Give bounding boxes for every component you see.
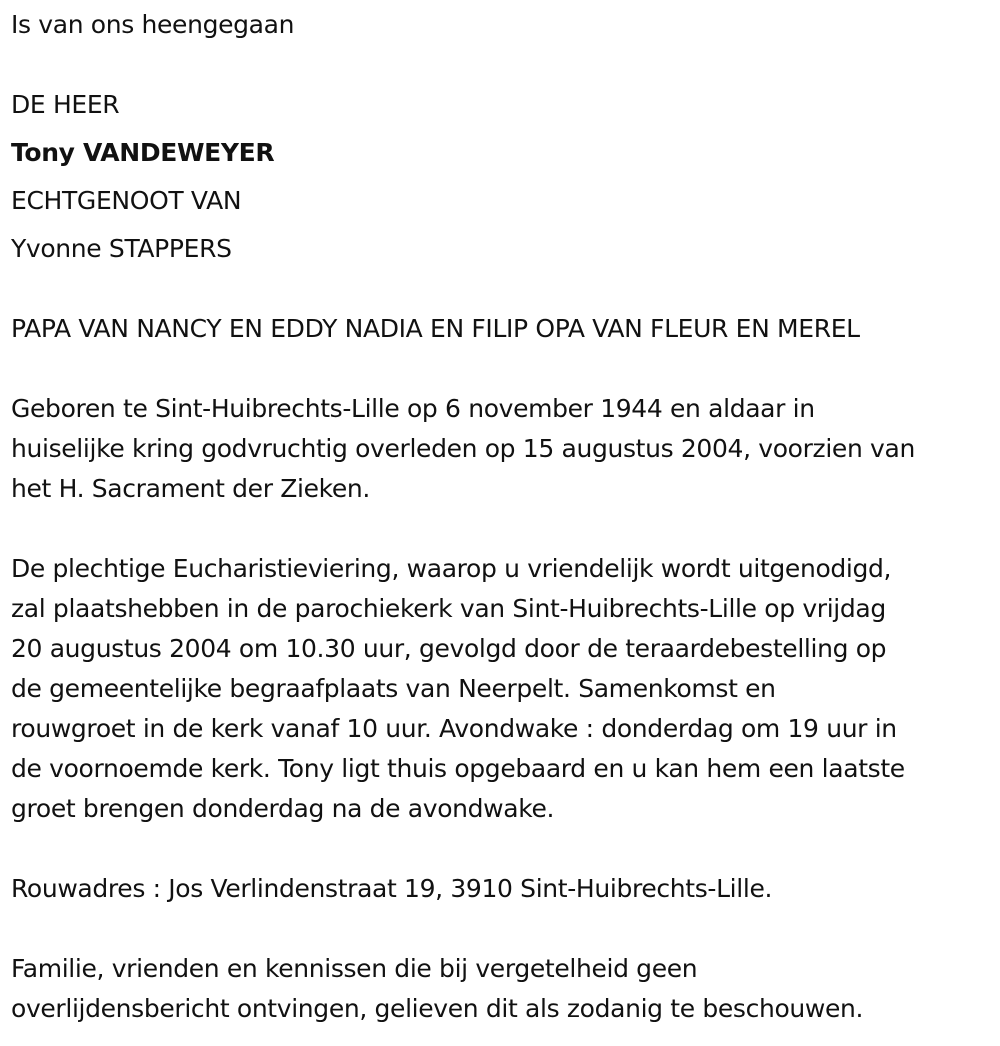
paragraph-line: het H. Sacrament der Zieken.: [11, 474, 370, 503]
intro-text: Is van ons heengegaan: [11, 10, 295, 39]
paragraph-line: de gemeentelijke begraafplaats van Neerpelt. Samenkomst en: [11, 674, 776, 703]
paragraph-line: groet brengen donderdag na de avondwake.: [11, 794, 555, 823]
paragraph-line: zal plaatshebben in de parochiekerk van Sint-Huibrechts-Lille op vrijdag: [11, 594, 886, 623]
closing-paragraph: [11, 949, 996, 1029]
spouse-name: Yvonne STAPPERS: [11, 234, 232, 263]
paragraph-line: De plechtige Eucharistieviering, waarop u vriendelijk wordt uitgenodigd,: [11, 554, 892, 583]
deceased-name: Tony VANDEWEYER: [11, 138, 275, 167]
ceremony-paragraph: [11, 549, 996, 829]
address-paragraph: [11, 869, 996, 909]
paragraph-line: 20 augustus 2004 om 10.30 uur, gevolgd door de teraardebestelling op: [11, 634, 887, 663]
spouse-label: ECHTGENOOT VAN: [11, 186, 242, 215]
paragraph-line: overlijdensbericht ontvingen, gelieven dit als zodanig te beschouwen.: [11, 994, 864, 1023]
title-text: DE HEER: [11, 90, 120, 119]
paragraph-line: huiselijke kring godvruchtig overleden op 15 augustus 2004, voorzien van: [11, 434, 915, 463]
paragraph-line: Familie, vrienden en kennissen die bij vergetelheid geen: [11, 954, 698, 983]
paragraph-line: rouwgroet in de kerk vanaf 10 uur. Avondwake : donderdag om 19 uur in: [11, 714, 897, 743]
family-line: PAPA VAN NANCY EN EDDY NADIA EN FILIP OPA VAN FLEUR EN MEREL: [11, 314, 860, 343]
birth-death-paragraph: [11, 389, 996, 509]
address-line: Rouwadres : Jos Verlindenstraat 19, 3910 Sint-Huibrechts-Lille.: [11, 874, 773, 903]
paragraph-line: de voornoemde kerk. Tony ligt thuis opgebaard en u kan hem een laatste: [11, 754, 905, 783]
paragraph-line: Geboren te Sint-Huibrechts-Lille op 6 november 1944 en aldaar in: [11, 394, 815, 423]
